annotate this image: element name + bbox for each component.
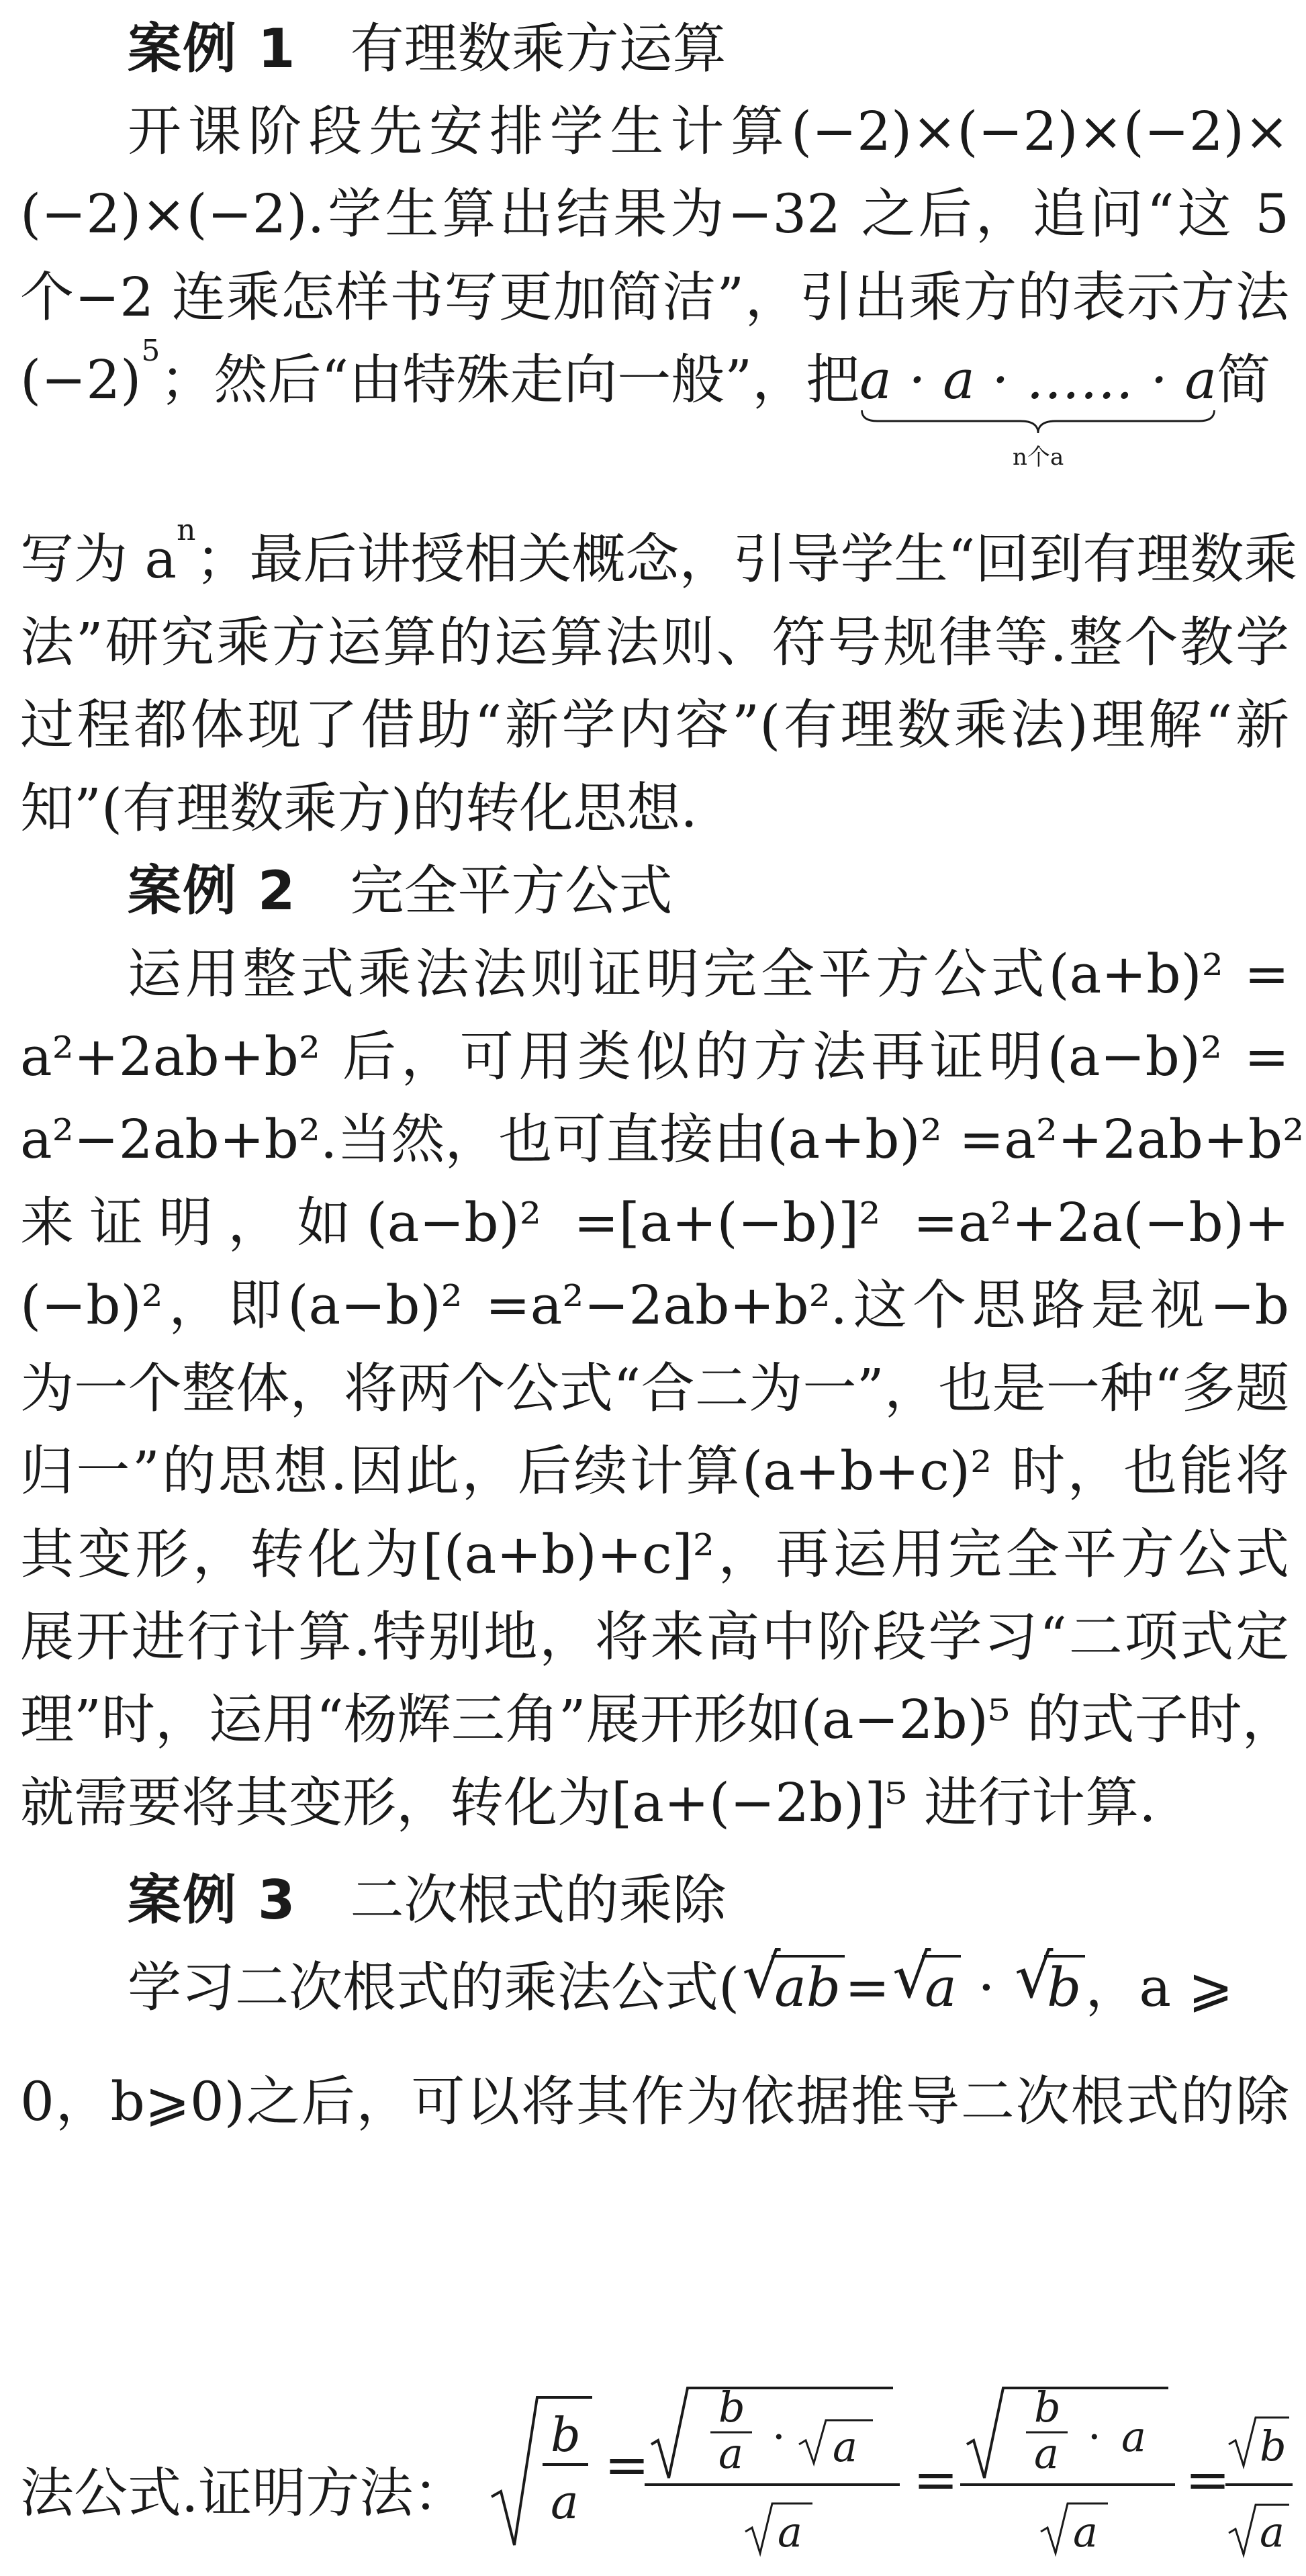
frac3-a: a	[1121, 2412, 1146, 2461]
frac3-inner-den: a	[1034, 2429, 1059, 2478]
case3-line-1	[128, 1951, 1289, 2025]
case1-line-4-suffix: 简	[1217, 349, 1271, 411]
sqrt-division-formula	[20, 2377, 1296, 2565]
case1-line-6: 法”研究乘方运算的运算法则、符号规律等.整个教学	[20, 611, 1289, 674]
sqrt-ab	[742, 1951, 845, 2025]
case2-line-5: (−b)²，即(a−b)² =a²−2ab+b².这个思路是视−b	[20, 1274, 1289, 1336]
case1-line-5-prefix: 写为 a	[20, 528, 177, 590]
case3-line-1-suffix: ，a ⩾	[1085, 1956, 1233, 2019]
case2-line-10: 理”时，运用“杨辉三角”展开形如(a−2b)⁵ 的式子时，	[20, 1688, 1296, 1751]
frac2-dot: ·	[772, 2412, 786, 2461]
underbrace-icon	[859, 408, 1217, 434]
case1-line-4-mid: ；然后“由特殊走向一般”，把	[160, 349, 860, 411]
equals-2: =	[913, 2448, 959, 2511]
case2-title: 完全平方公式	[350, 860, 673, 922]
frac4-num: b	[1260, 2422, 1287, 2471]
case2-line-6: 为一个整体，将两个公式“合二为一”，也是一种“多题	[20, 1357, 1289, 1420]
equals-1: =	[604, 2434, 650, 2496]
formula-drawing	[20, 2377, 1296, 2565]
case1-line-1: 开课阶段先安排学生计算(−2)×(−2)×(−2)×	[128, 100, 1289, 163]
frac2-inner-num: b	[718, 2383, 745, 2432]
case3-label: 案例 3	[128, 1869, 297, 1931]
case1-line-4	[20, 334, 1289, 471]
case1-line-5-rest: ；最后讲授相关概念，引导学生“回到有理数乘	[195, 528, 1298, 590]
underbrace-label: n个a	[1013, 444, 1064, 471]
case3-heading	[128, 1864, 727, 1937]
case2-line-9: 展开进行计算.特别地，将来高中阶段学习“二项式定	[20, 1606, 1289, 1668]
underbrace-product: a · a · …… · a	[859, 349, 1217, 411]
case3-dot: ·	[960, 1956, 1013, 2019]
case2-heading	[128, 854, 673, 928]
case3-line-1-prefix: 学习二次根式的乘法公式(	[128, 1956, 740, 2019]
case1-line-3: 个−2 连乘怎样书写更加简洁”，引出乘方的表示方法	[20, 266, 1289, 328]
case1-line-7: 过程都体现了借助“新学内容”(有理数乘法)理解“新	[20, 694, 1289, 756]
case2-line-1: 运用整式乘法法则证明完全平方公式(a+b)² =	[128, 943, 1289, 1005]
sqrt-a	[892, 1951, 961, 2025]
case3-line-2: 0，b⩾0)之后，可以将其作为依据推导二次根式的除	[20, 2070, 1289, 2133]
equals-3: =	[1185, 2448, 1231, 2511]
case3-title: 二次根式的乘除	[350, 1869, 727, 1931]
case1-line-8: 知”(有理数乘方)的转化思想.	[20, 777, 698, 839]
case2-line-3: a²−2ab+b².当然，也可直接由(a+b)² =a²+2ab+b²	[20, 1108, 1305, 1170]
power-base: (−2)	[20, 349, 142, 411]
underbrace-expression	[859, 343, 1217, 471]
frac4-den: a	[1260, 2508, 1285, 2557]
power-n-exponent: n	[177, 513, 196, 547]
sqrt-a-radicand: a	[925, 1956, 957, 2019]
frac1-num: b	[551, 2407, 581, 2463]
case1-heading	[128, 12, 727, 86]
case2-line-7: 归一”的思想.因此，后续计算(a+b+c)² 时，也能将	[20, 1440, 1289, 1502]
case3-eq: =	[845, 1956, 890, 2019]
case1-line-2: (−2)×(−2).学生算出结果为−32 之后，追问“这 5	[20, 183, 1289, 245]
sqrt-b-radicand: b	[1047, 1956, 1082, 2019]
frac2-den: a	[778, 2508, 802, 2557]
sqrt-b	[1015, 1951, 1085, 2025]
frac3-dot: ·	[1088, 2412, 1101, 2461]
case2-line-2: a²+2ab+b² 后，可用类似的方法再证明(a−b)² =	[20, 1025, 1289, 1088]
case2-line-11: 就需要将其变形，转化为[a+(−2b)]⁵ 进行计算.	[20, 1772, 1156, 1834]
case1-label: 案例 1	[128, 17, 297, 80]
power-exponent: 5	[141, 334, 160, 368]
sqrt-ab-radicand: ab	[774, 1956, 841, 2019]
case2-label: 案例 2	[128, 860, 297, 922]
case1-line-5	[20, 513, 1298, 596]
frac3-den: a	[1073, 2508, 1098, 2557]
formula-lead: 法公式.证明方法：	[20, 2462, 467, 2524]
case2-line-8: 其变形，转化为[(a+b)+c]²，再运用完全平方公式	[20, 1523, 1289, 1585]
frac2-sqrt-a: a	[833, 2422, 857, 2471]
case1-title: 有理数乘方运算	[350, 17, 727, 80]
frac2-inner-den: a	[718, 2429, 743, 2478]
case2-line-4: 来证明，如(a−b)² =[a+(−b)]² =a²+2a(−b)+	[20, 1191, 1289, 1254]
frac1-den: a	[551, 2475, 579, 2530]
frac3-inner-num: b	[1034, 2383, 1061, 2432]
